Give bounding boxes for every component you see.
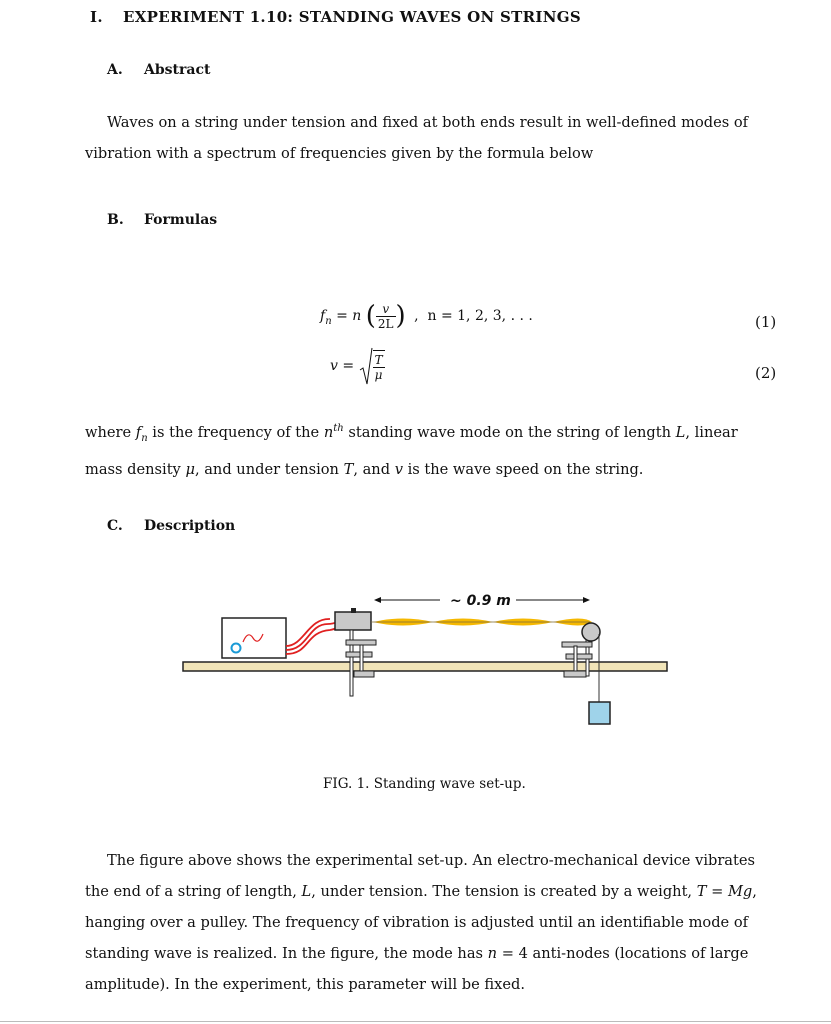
explain-text: , and: [353, 460, 395, 478]
equation-2: v = $\frac{T}{\mu}$: [330, 346, 385, 386]
eq1-lhs-sub: n: [325, 315, 332, 327]
explain-text: where: [85, 423, 136, 441]
length-label: ~ 0.9 m: [450, 593, 511, 609]
eq1-lhs: f: [320, 308, 326, 324]
desc-text: =: [706, 883, 728, 900]
formulas-number: B.: [107, 212, 124, 228]
desc-n: n: [487, 945, 498, 962]
explain-f: f: [135, 423, 142, 441]
abstract-line-1: Waves on a string under tension and fixed at both ends result in well-defined modes of: [107, 114, 749, 131]
explain-text: , linear: [685, 423, 738, 441]
desc-text: , under tension. The tension is created by a weight,: [311, 883, 697, 900]
equation-1: $f_n = n$ ( $\frac{v}{2L}$ ) , n = 1, 2, 3, . . .: [320, 301, 533, 331]
desc-text: standing wave is realized. In the figure, the mode has: [85, 945, 488, 962]
desc-text: the end of a string of length,: [85, 883, 302, 900]
explain-n: n: [323, 423, 334, 441]
length-indicator: [374, 593, 590, 609]
desc-text: ,: [752, 883, 757, 900]
section-number: I.: [90, 8, 103, 26]
description-line-5: amplitude). In the experiment, this parameter will be fixed.: [85, 976, 525, 993]
desc-text: = 4 anti-nodes (locations of large: [497, 945, 749, 962]
formulas-heading: [107, 212, 217, 228]
section-title-text: EXPERIMENT 1.10: STANDING WAVES ON STRINGS: [123, 8, 581, 26]
eq2-lhs: v: [330, 358, 338, 374]
description-line-4: [85, 938, 777, 969]
desc-Mg: Mg: [727, 883, 753, 900]
section-title: [90, 8, 581, 26]
description-heading-text: Description: [144, 518, 236, 534]
description-heading: [107, 518, 235, 534]
abstract-heading-text: Abstract: [144, 62, 211, 78]
eq1-numerator: v: [382, 301, 390, 316]
explain-th: th: [333, 423, 344, 434]
eq1-coef: n: [352, 308, 362, 324]
description-line-1: The figure above shows the experimental set-up. An electro-mechanical device vibrates: [107, 852, 755, 869]
explain-mu: μ: [185, 460, 195, 478]
standing-wave: [371, 619, 592, 626]
abstract-number: A.: [107, 62, 123, 78]
formulas-heading-text: Formulas: [144, 212, 218, 228]
standing-wave-figure: [170, 580, 680, 730]
explain-L: L: [675, 423, 686, 441]
explain-text: is the frequency of the: [147, 423, 324, 441]
eq1-denominator: 2L: [377, 316, 394, 331]
explain-T: T: [343, 460, 354, 478]
explain-text: standing wave mode on the string of length: [343, 423, 676, 441]
explain-fn: n: [141, 432, 148, 444]
eq2-numerator: T: [374, 353, 383, 367]
generator-knob-icon: [232, 644, 241, 653]
abstract-heading: [107, 62, 210, 78]
eq1-range: n = 1, 2, 3, . . .: [427, 308, 533, 324]
abstract-line-2: vibration with a spectrum of frequencies given by the formula below: [85, 145, 594, 162]
abstract-paragraph: [85, 107, 777, 169]
formulas-explanation: [85, 413, 777, 485]
eq2-tag: (2): [755, 364, 777, 382]
page-bottom-rule: [0, 1021, 831, 1022]
eq2-denominator: μ: [374, 368, 383, 382]
description-line-3: hanging over a pulley. The frequency of vibration is adjusted until an identifiable mode of: [85, 914, 749, 931]
desc-T: T: [696, 883, 707, 900]
figure-caption: FIG. 1. Standing wave set-up.: [323, 776, 526, 792]
eq1-tag: (1): [755, 313, 777, 331]
function-generator: [222, 618, 286, 658]
explain-v: v: [394, 460, 403, 478]
explain-text: mass density: [85, 460, 186, 478]
explain-text: is the wave speed on the string.: [402, 460, 644, 478]
pulley-icon: [582, 623, 600, 641]
desc-L: L: [301, 883, 312, 900]
description-paragraph: [85, 845, 777, 1000]
bench: [183, 662, 667, 671]
description-number: C.: [107, 518, 123, 534]
explain-text: , and under tension: [194, 460, 344, 478]
hanging-mass: [589, 702, 610, 724]
vibrator: [335, 608, 376, 696]
description-line-2: [85, 876, 777, 907]
sqrt-sign-icon: [359, 346, 373, 386]
